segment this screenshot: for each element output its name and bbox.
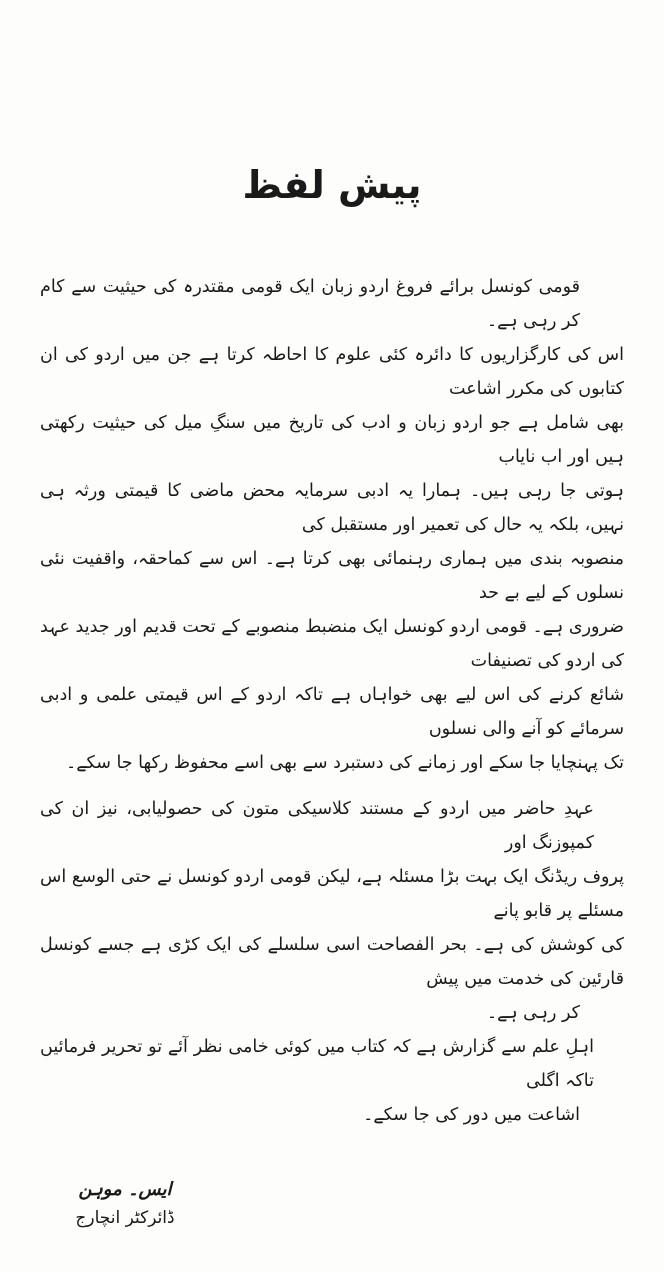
text-line: تک پہنچایا جا سکے اور زمانے کی دستبرد سے بھی اسے محفوظ رکھا جا سکے۔: [66, 753, 624, 773]
text-line: ہوتی جا رہی ہیں۔ ہمارا یہ ادبی سرمایہ محض ماضی کا قیمتی ورثہ ہی نہیں، بلکہ یہ حال کی تعمیر اور مستقبل کی: [40, 481, 624, 535]
text-line: عہدِ حاضر میں اردو کے مستند کلاسیکی متون کی حصولیابی، نیز ان کی کمپوزنگ اور: [40, 799, 594, 853]
text-line: بھی شامل ہے جو اردو زبان و ادب کی تاریخ میں سنگِ میل کی حیثیت رکھتی ہیں اور اب نایاب: [40, 413, 624, 467]
signature-block: [60, 1176, 190, 1232]
signature-name: ایس۔ موہن: [78, 1179, 172, 1200]
text-line: قومی کونسل برائے فروغ اردو زبان ایک قومی مقتدرہ کی حیثیت سے کام کر رہی ہے۔: [40, 277, 580, 331]
preface-body: [40, 270, 624, 1132]
signature-role: ڈائرکٹر انچارج: [75, 1208, 175, 1228]
text-line: کر رہی ہے۔: [486, 1003, 580, 1023]
text-line: اشاعت میں دور کی جا سکے۔: [363, 1105, 580, 1125]
text-line: کی کوشش کی ہے۔ بحر الفصاحت اسی سلسلے کی ایک کڑی ہے جسے کونسل قارئین کی خدمت میں پیش: [40, 935, 624, 989]
text-line: اہلِ علم سے گزارش ہے کہ کتاب میں کوئی خامی نظر آئے تو تحریر فرمائیں تاکہ اگلی: [40, 1037, 594, 1091]
text-line: اس کی کارگزاریوں کا دائرہ کئی علوم کا احاطہ کرتا ہے جن میں اردو کی ان کتابوں کی مکرر اشاعت: [40, 345, 624, 399]
text-line: پروف ریڈنگ ایک بہت بڑا مسئلہ ہے، لیکن قومی اردو کونسل نے حتی الوسع اس مسئلے پر قابو پانے: [40, 867, 624, 921]
text-line: منصوبہ بندی میں ہماری رہنمائی بھی کرتا ہے۔ اس سے کماحقہ، واقفیت نئی نسلوں کے لیے بے حد: [40, 549, 624, 603]
page-title: پیش لفظ: [242, 163, 422, 207]
text-line: ضروری ہے۔ قومی اردو کونسل ایک منضبط منصوبے کے تحت قدیم اور جدید عہد کی اردو کی تصنیفات: [40, 617, 624, 671]
text-line: شائع کرنے کی اس لیے بھی خواہاں ہے تاکہ اردو کے اس قیمتی علمی و ادبی سرمائے کو آنے والی نسلوں: [40, 685, 624, 739]
